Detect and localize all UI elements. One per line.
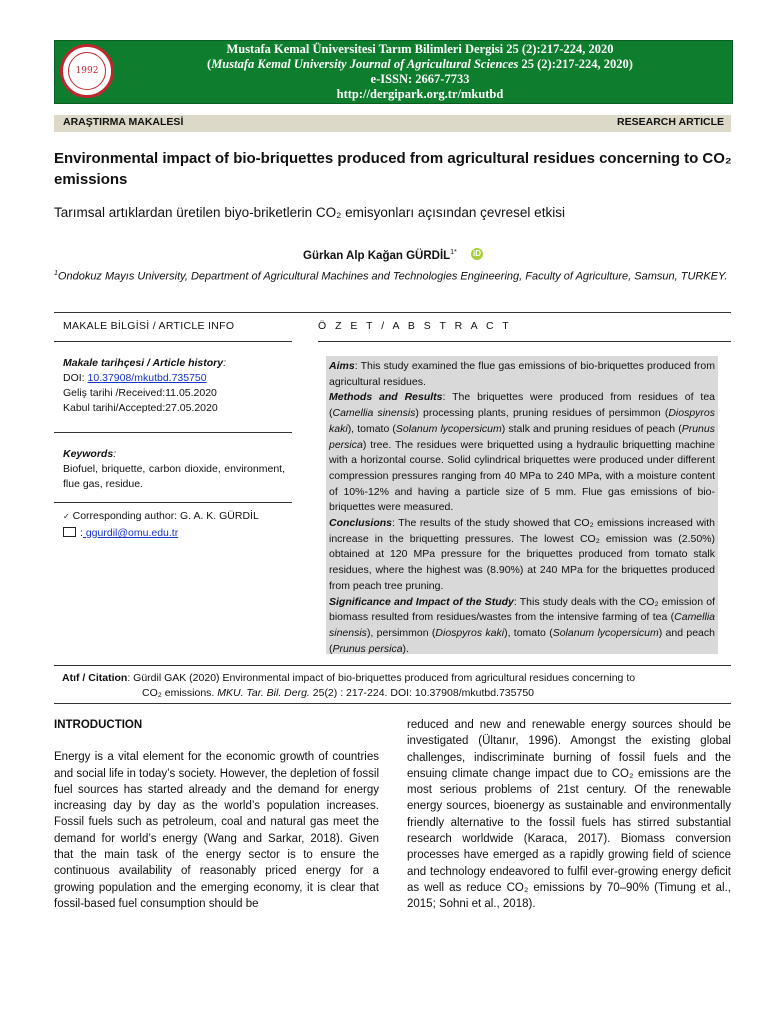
- methods-text-5: ) tree. The residues were briquetted using a hydraulic briquetting machine with a horizontal course. Solid cylindrical briquettes were produced under different compression pressures ranging from 40 MPa to 240 MPa, with a moisture content of 10%-12% and having a particle size of 5 mm. Flue gas emissions of bio-briquettes were measured.: [329, 438, 715, 514]
- article-type-en: RESEARCH ARTICLE: [617, 116, 724, 128]
- orcid-icon[interactable]: iD: [473, 249, 481, 258]
- significance-text-1: : This study deals with the CO₂ emission of biomass resulted from residues/wastes from the intensive farming of tea (: [329, 595, 715, 624]
- email-line: [63, 525, 259, 541]
- author-text: Gürkan Alp Kağan GÜRDİL: [303, 249, 451, 262]
- received-date: Geliş tarihi /Received:11.05.2020: [63, 387, 217, 399]
- affiliation: [54, 266, 744, 285]
- tea-sci-name: Camellia sinensis: [332, 407, 416, 420]
- article-subtitle: Tarımsal artıklardan üretilen biyo-briketlerin CO₂ emisyonları açısından çevresel etkisi: [54, 205, 565, 220]
- citation-block: [54, 671, 731, 701]
- author-name: [303, 249, 457, 262]
- journal-header: [130, 42, 710, 102]
- keywords-label-line: [63, 447, 285, 462]
- tomato-sci-name: Solanum lycopersicum: [395, 422, 502, 435]
- body-column-left: [54, 717, 379, 912]
- methods-text-3: ), tomato (: [347, 422, 396, 435]
- keywords-list: Biofuel, briquette, carbon dioxide, environment, flue gas, residue.: [63, 463, 285, 490]
- divider-info: [54, 341, 292, 342]
- persimmon-sci-name-2: Diospyros kaki: [435, 626, 505, 639]
- accepted-date: Kabul tarihi/Accepted:27.05.2020: [63, 402, 218, 414]
- citation-journal: MKU. Tar. Bil. Derg.: [217, 687, 310, 699]
- envelope-icon: [63, 527, 76, 537]
- doi-line: [63, 371, 291, 386]
- significance-text-2: ), persimmon (: [366, 626, 436, 639]
- history-label-line: [63, 356, 291, 371]
- methods-text-1: : The briquettes were produced from residues of tea (: [329, 391, 715, 420]
- article-title: Environmental impact of bio-briquettes produced from agricultural residues concerning to CO₂ emissions: [54, 150, 732, 188]
- abstract-heading: Ö Z E T / A B S T R A C T: [318, 320, 512, 332]
- doi-link[interactable]: 10.37908/mkutbd.735750: [87, 372, 207, 384]
- peach-sci-name-2: Prunus persica: [332, 642, 403, 655]
- divider-top: [54, 312, 731, 313]
- corr-mark-icon: ✓: [63, 512, 70, 521]
- significance-text-3: ), tomato (: [504, 626, 553, 639]
- university-logo: [60, 44, 114, 98]
- keywords-label: Keywords: [63, 448, 114, 460]
- divider-abstract: [318, 341, 731, 342]
- intro-paragraph-right: reduced and new and renewable energy sources should be investigated (Ültanır, 1996). Amongst the existing global challenges, indiscriminate burning of fossil fuels and the ensuing climate change impact due to CO₂ emissions are the most serious problems of 21st century. Of the renewable energy sources, bioenergy as sustainable and environmentally friendly alternative to the fossil fuels has stirred substantial research worldwide (Karaca, 2017). Biomass conversion processes have emerged as a rapidly growing field of science and technology endeavored to fulfil ever-growing energy deficit as well as reduce CO₂ emissions by 70–90% (Timung et al., 2015; Sohni et al., 2018).: [407, 719, 731, 911]
- author-sup: 1*: [450, 249, 457, 256]
- affiliation-sup: 1: [54, 270, 58, 277]
- keywords-block: [63, 447, 285, 492]
- email-colon: :: [80, 527, 83, 539]
- journal-en-name: Mustafa Kemal University Journal of Agricultural Sciences: [211, 57, 519, 71]
- persimmon-sci-name: Diospyros kaki: [329, 407, 716, 435]
- corresponding-author: [63, 508, 259, 541]
- citation-label: Atıf / Citation: [62, 672, 128, 684]
- history-colon: :: [223, 357, 227, 369]
- conclusions-text: : The results of the study showed that CO₂ emissions increased with increase in the briquetting pressures. The lowest CO₂ emission was (2.50%) obtained at 120 MPa pressure for the briquettes produced from tomato stalk residues, where the highest was (8.90%) at 240 MPa for the briquettes produced from peach tree pruning.: [329, 517, 715, 592]
- article-info-heading: MAKALE BİLGİSİ / ARTICLE INFO: [63, 320, 235, 332]
- methods-label: Methods and Results: [329, 391, 443, 404]
- logo-emblem: [68, 52, 106, 90]
- divider-citation-top: [54, 665, 731, 666]
- journal-en-suffix: 25 (2):217-224, 2020): [518, 57, 633, 71]
- body-column-right: [407, 717, 731, 913]
- logo-year: 1992: [75, 66, 99, 76]
- tea-sci-name-2: Camellia sinensis: [329, 611, 715, 639]
- journal-url[interactable]: http://dergipark.org.tr/mkutbd: [336, 87, 504, 101]
- conclusions-label: Conclusions: [329, 517, 393, 530]
- journal-name-en: [130, 57, 710, 72]
- journal-en-prefix: (: [207, 57, 212, 71]
- tomato-sci-name-2: Solanum lycopersicum: [552, 626, 659, 639]
- aims-text: : This study examined the flue gas emissions of bio-briquettes produced from agricultural residues.: [329, 360, 715, 388]
- citation-text-1: : Gürdil GAK (2020) Environmental impact of bio-briquettes produced from agricultural residues concerning to: [127, 672, 636, 684]
- corr-author-text: Corresponding author: G. A. K. GÜRDİL: [69, 510, 259, 522]
- citation-line-1: [54, 671, 731, 686]
- history-label: Makale tarihçesi / Article history: [63, 357, 224, 369]
- article-type-tr: ARAŞTIRMA MAKALESİ: [63, 116, 184, 128]
- abstract-box: [326, 356, 718, 654]
- journal-name-tr: Mustafa Kemal Üniversitesi Tarım Bilimleri Dergisi 25 (2):217-224, 2020: [226, 42, 614, 56]
- aims-label: Aims: [329, 360, 355, 372]
- citation-text-2: CO₂ emissions.: [142, 687, 218, 699]
- doi-label: DOI:: [63, 372, 88, 384]
- keywords-colon: :: [113, 448, 117, 460]
- methods-text-2: ) processing plants, pruning residues of persimmon (: [415, 407, 669, 420]
- corr-author-line: [63, 508, 259, 525]
- significance-label: Significance and Impact of the Study: [329, 595, 514, 608]
- journal-issn: e-ISSN: 2667-7733: [370, 72, 470, 86]
- intro-paragraph-left: Energy is a vital element for the economic growth of countries and social life in today’s society. However, the depletion of fossil fuel sources has started already and the demand for energy increasing day by day as the world’s population increases. Fossil fuels such as petroleum, coal and natural gas meet the demand for world’s energy (Wang and Sarkar, 2018). Given that the main task of the energy sector is to ensure the continuous availability of reasonably priced energy for a growing population and the emerging economy, it is clear that fossil-based fuel consumption should be: [54, 751, 379, 910]
- email-link[interactable]: ggurdil@omu.edu.tr: [82, 527, 179, 539]
- methods-text-4: ) stalk and pruning residues of peach (: [501, 422, 682, 435]
- article-history: [63, 356, 291, 416]
- affiliation-text: Ondokuz Mayıs University, Department of Agricultural Machines and Technologies Engineering, Faculty of Agriculture, Samsun, TURKEY.: [57, 270, 728, 283]
- divider-citation-bottom: [54, 703, 731, 704]
- significance-text-5: ).: [402, 642, 409, 655]
- significance-text-4: ) and peach (: [329, 626, 715, 655]
- divider-keywords: [54, 432, 292, 433]
- introduction-heading: INTRODUCTION: [54, 719, 143, 731]
- divider-corr: [54, 502, 292, 503]
- peach-sci-name: Prunus persica: [329, 422, 715, 451]
- citation-line-2: [54, 686, 731, 701]
- citation-text-3: 25(2) : 217-224. DOI: 10.37908/mkutbd.735750: [309, 687, 534, 699]
